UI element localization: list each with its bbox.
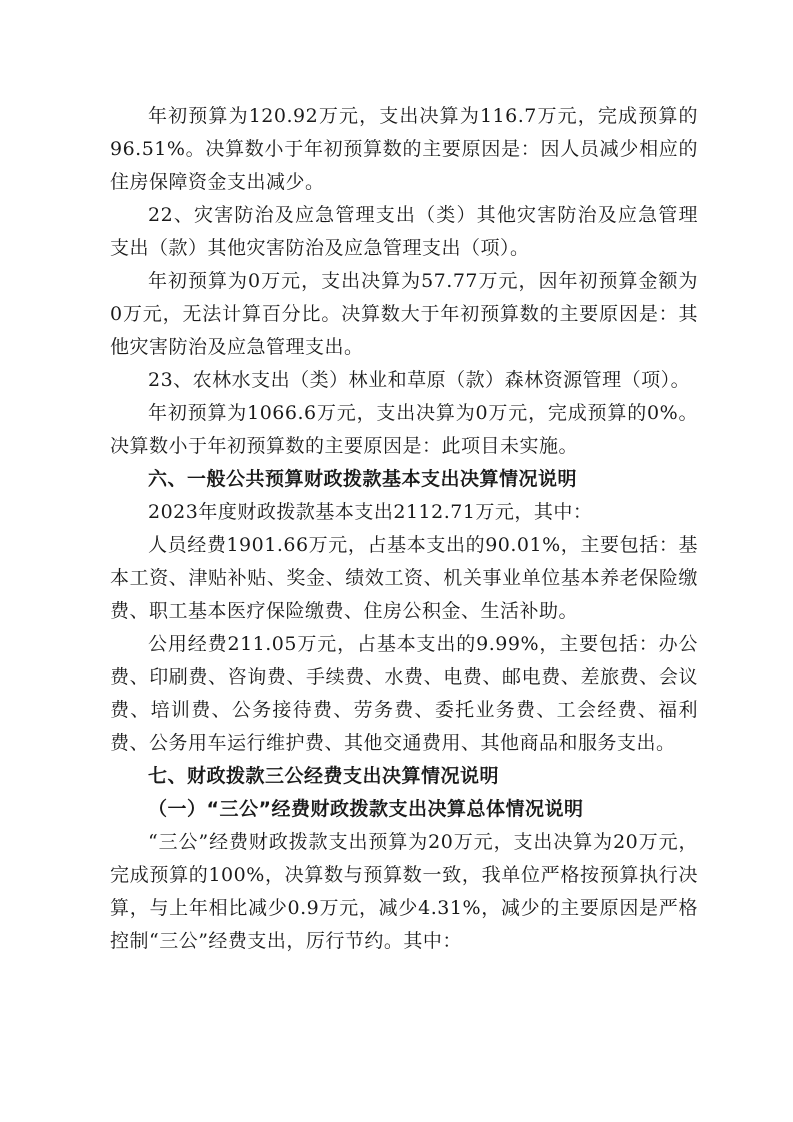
paragraph-item-22-detail: 年初预算为0万元，支出决算为57.77万元，因年初预算金额为0万元，无法计算百分比。决算数大于年初预算数的主要原因是：其他灾害防治及应急管理支出。 [110, 270, 698, 358]
section-heading-7: 七、财政拨款三公经费支出决算情况说明 [148, 765, 500, 787]
paragraph-item-23-title: 23、农林水支出（类）林业和草原（款）森林资源管理（项）。 [148, 369, 691, 391]
paragraph-personnel-expenses: 人员经费1901.66万元，占基本支出的90.01%，主要包括：基本工资、津贴补贴、奖金、绩效工资、机关事业单位基本养老保险缴费、职工基本医疗保险缴费、住房公积金、生活补助。 [110, 534, 698, 622]
paragraph-item-22-title: 22、灾害防治及应急管理支出（类）其他灾害防治及应急管理支出（款）其他灾害防治及应急管理支出（项）。 [110, 204, 698, 259]
paragraph-basic-expenditure: 2023年度财政拨款基本支出2112.71万元，其中： [148, 501, 593, 523]
paragraph-housing-budget: 年初预算为120.92万元，支出决算为116.7万元，完成预算的96.51%。决算数小于年初预算数的主要原因是：因人员减少相应的住房保障资金支出减少。 [110, 105, 698, 193]
paragraph-three-public-expenses: “三公”经费财政拨款支出预算为20万元，支出决算为20万元，完成预算的100%，决算数与预算数一致，我单位严格按预算执行决算，与上年相比减少0.9万元，减少4.31%，减少的主要原因是严格控制“三公”经费支出，厉行节约。其中： [110, 831, 698, 952]
paragraph-public-expenses: 公用经费211.05万元，占基本支出的9.99%，主要包括：办公费、印刷费、咨询费、手续费、水费、电费、邮电费、差旅费、会议费、培训费、公务接待费、劳务费、委托业务费、工会经费、福利费、公务用车运行维护费、其他交通费用、其他商品和服务支出。 [110, 633, 698, 754]
section-heading-6: 六、一般公共预算财政拨款基本支出决算情况说明 [148, 468, 578, 490]
subsection-heading-7-1: （一）“三公”经费财政拨款支出决算总体情况说明 [148, 798, 584, 820]
paragraph-item-23-detail: 年初预算为1066.6万元，支出决算为0万元，完成预算的0%。决算数小于年初预算数的主要原因是：此项目未实施。 [110, 402, 698, 457]
